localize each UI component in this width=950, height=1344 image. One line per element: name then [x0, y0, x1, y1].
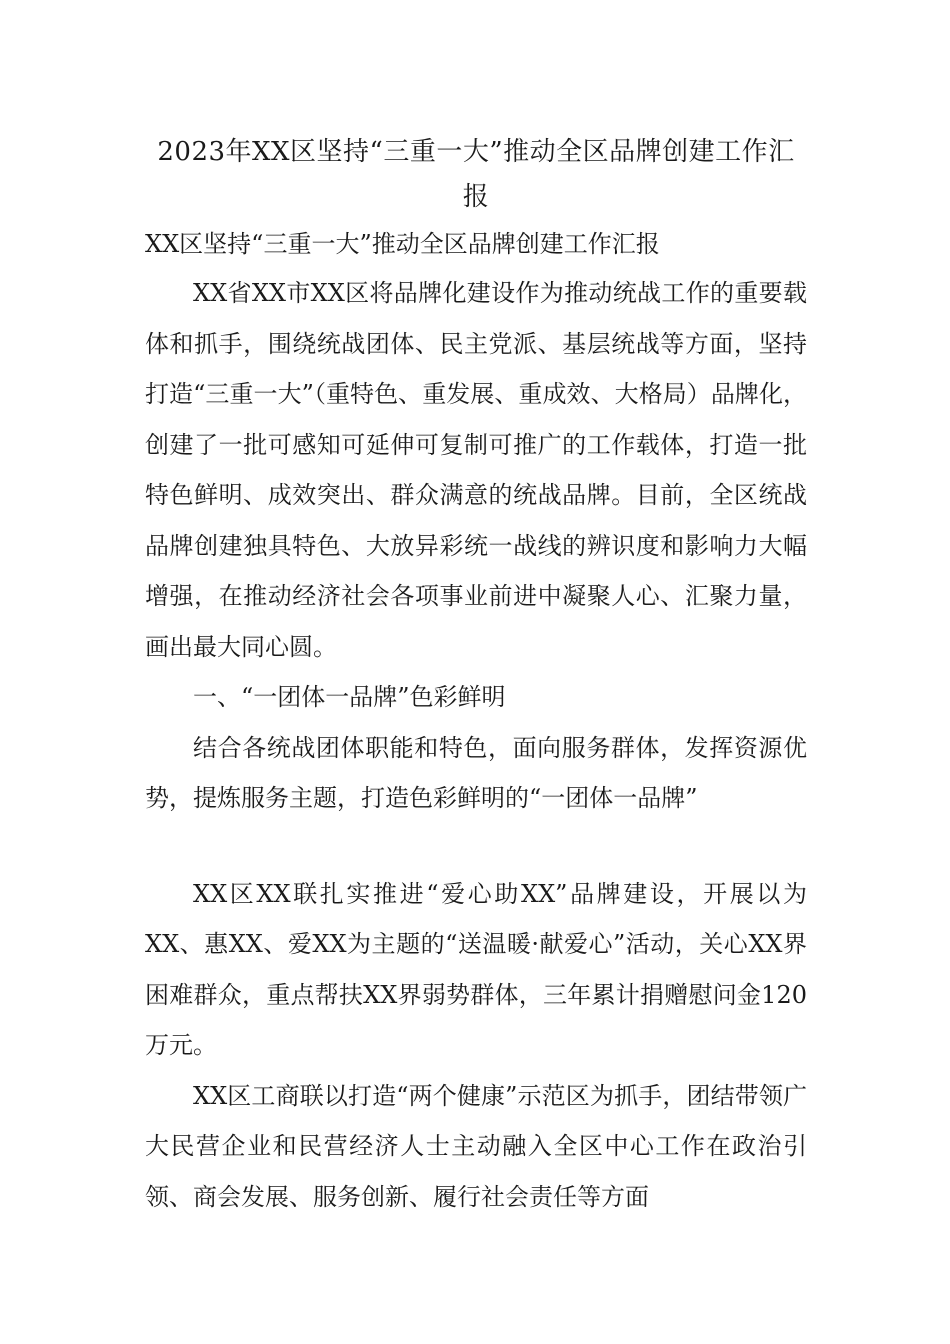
document-page	[145, 130, 807, 1222]
document-title: 2023年XX区坚持“三重一大”推动全区品牌创建工作汇报	[157, 137, 795, 212]
section-1-heading: 一、“一团体一品牌”色彩鲜明	[193, 683, 506, 711]
section-1-paragraph-3: XX区工商联以打造“两个健康”示范区为抓手，团结带领广大民营企业和民营经济人士主动融入全区中心工作在政治引领、商会发展、服务创新、履行社会责任等方面	[145, 1081, 807, 1211]
paragraph-gap	[145, 824, 807, 869]
section-1-paragraph-2: XX区XX联扎实推进“爱心助XX”品牌建设，开展以为XX、惠XX、爱XX为主题的“送温暖·献爱心”活动，关心XX界困难群众，重点帮扶XX界弱势群体，三年累计捐赠慰问金120万元。	[145, 879, 807, 1059]
document-subtitle: XX区坚持“三重一大”推动全区品牌创建工作汇报	[145, 230, 660, 258]
intro-paragraph: XX省XX市XX区将品牌化建设作为推动统战工作的重要载体和抓手，围绕统战团体、民主党派、基层统战等方面，坚持打造“三重一大”（重特色、重发展、重成效、大格局）品牌化，创建了一批可感知可延伸可复制可推广的工作载体，打造一批特色鲜明、成效突出、群众满意的统战品牌。目前，全区统战品牌创建独具特色、大放异彩统一战线的辨识度和影响力大幅增强，在推动经济社会各项事业前进中凝聚人心、汇聚力量，画出最大同心圆。	[145, 279, 807, 661]
section-1-paragraph-1: 结合各统战团体职能和特色，面向服务群体，发挥资源优势，提炼服务主题，打造色彩鲜明的“一团体一品牌”	[145, 733, 807, 812]
